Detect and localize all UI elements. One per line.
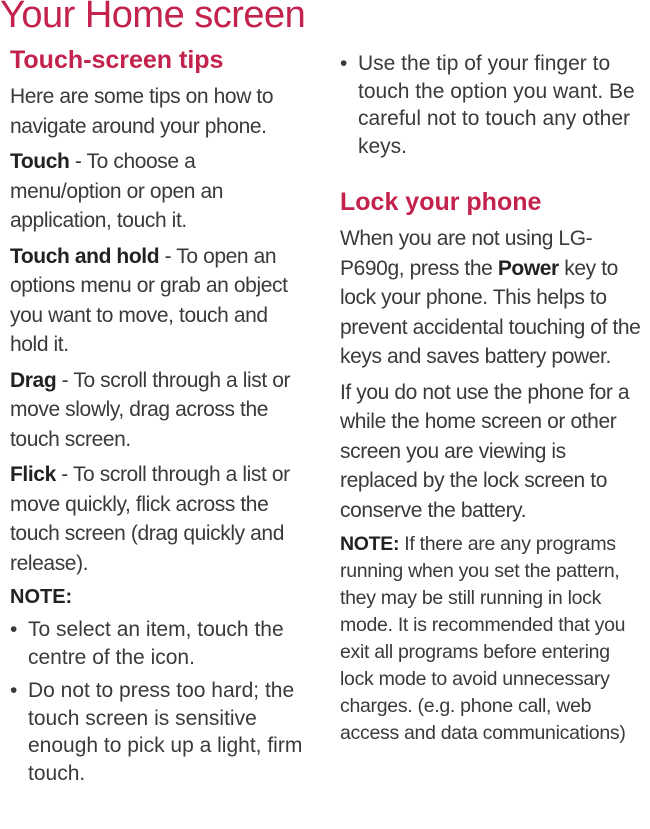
power-key-label: Power [497,256,559,280]
tip-separator: - [69,150,87,173]
bullet-icon: • [340,52,348,75]
tip-separator: - [56,368,74,392]
tip-drag [10,366,310,455]
tip-flick [10,460,310,578]
tip-description: To scroll through a list or move slowly, drag across the touch screen. [10,368,291,451]
note-bullet-list [10,616,310,787]
bullet-text: To select an item, touch the centre of the icon. [28,618,284,669]
touch-screen-tips-heading: Touch-screen tips [10,46,224,74]
tip-description: To choose a menu/option or open an application, touch it. [10,150,224,232]
tip-separator: - [159,244,177,268]
note-text: If there are any programs running when you set the pattern, they may be still running in lock mode. It is recommended that you exit all programs before entering lock mode to avoid unnecessary charges. (e.g. phone call, web access and data communications) [340,533,626,744]
tip-separator: - [55,463,73,486]
left-column [10,44,310,793]
right-column [340,44,645,747]
tip-term: Touch [10,150,70,173]
intro-text: Here are some tips on how to navigate around your phone. [10,85,274,138]
lock-paragraph-1 [340,224,645,372]
tip-touch-and-hold [10,242,310,360]
note-label: NOTE: [10,586,73,608]
bullet-item [10,616,310,671]
tip-description: To scroll through a list or move quickly, flick across the touch screen (drag quickly and release). [10,463,290,575]
tip-term: Flick [10,463,56,486]
bullet-item [340,50,645,160]
bullet-icon: • [10,679,18,702]
lock-text-end: key to lock your phone. This helps to prevent accidental touching of the keys and saves battery power. [340,256,641,368]
lock-paragraph-2: If you do not use the phone for a while the home screen or other screen you are viewing is replaced by the lock screen to conserve the battery. [340,380,630,522]
tip-touch [10,147,310,236]
note-label: NOTE: [340,533,400,555]
page-title: Your Home screen [0,0,306,36]
bullet-item [10,677,310,787]
lock-note [340,531,645,747]
bullet-text: Use the tip of your finger to touch the option you want. Be careful not to touch any other keys. [358,52,635,158]
lock-text-start: When you are not using LG-P690g, press the [340,227,593,280]
finger-tip-bullet-list [340,50,645,160]
bullet-icon: • [10,618,18,641]
lock-your-phone-heading: Lock your phone [340,188,542,216]
bullet-text: Do not to press too hard; the touch screen is sensitive enough to pick up a light, firm touch. [28,679,303,785]
tip-term: Drag [10,368,57,392]
tip-term: Touch and hold [10,244,160,268]
tip-description: To open an options menu or grab an object you want to move, touch and hold it. [10,244,288,356]
